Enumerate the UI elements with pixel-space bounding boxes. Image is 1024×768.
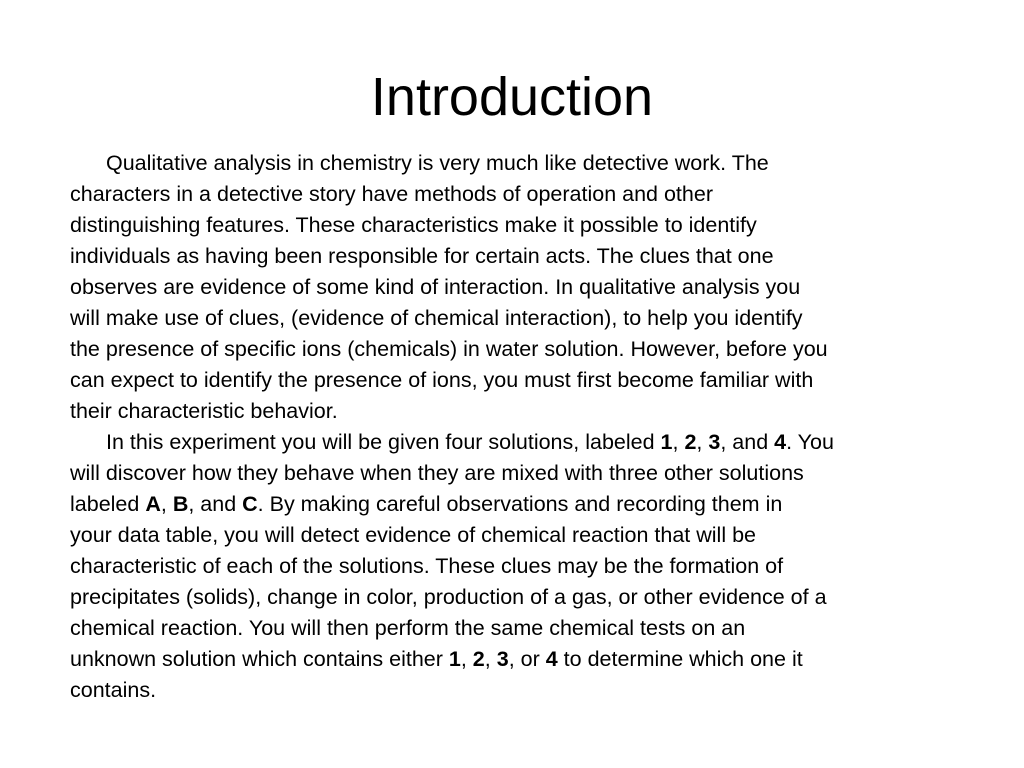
text-line — [70, 396, 990, 427]
text-line — [70, 303, 990, 334]
text-segment: , — [160, 492, 173, 516]
bold-label: 1 — [660, 430, 673, 454]
text-segment: , and — [720, 430, 775, 454]
text-line — [70, 675, 990, 706]
text-line — [70, 582, 990, 613]
text-line — [70, 489, 990, 520]
text-segment: , or — [508, 647, 546, 671]
text-segment: . You — [786, 430, 834, 454]
text-line — [70, 427, 990, 458]
text-line — [70, 334, 990, 365]
bold-label: 3 — [708, 430, 721, 454]
text-segment: labeled — [70, 492, 146, 516]
text-line — [70, 179, 990, 210]
text-segment: observes are evidence of some kind of interaction. In qualitative analysis you — [70, 275, 801, 299]
text-segment: their characteristic behavior. — [70, 399, 338, 423]
text-segment: , and — [188, 492, 243, 516]
text-line — [70, 551, 990, 582]
bold-label: 4 — [774, 430, 787, 454]
text-segment: the presence of specific ions (chemicals) in water solution. However, before you — [70, 337, 828, 361]
text-line — [70, 520, 990, 551]
text-line — [70, 458, 990, 489]
text-segment: will discover how they behave when they are mixed with three other solutions — [70, 461, 804, 485]
text-segment: precipitates (solids), change in color, production of a gas, or other evidence of a — [70, 585, 827, 609]
text-line — [70, 365, 990, 396]
bold-label: 1 — [448, 647, 461, 671]
bold-label: 4 — [545, 647, 558, 671]
text-segment: contains. — [70, 678, 157, 702]
text-segment: In this experiment you will be given four solutions, labeled — [106, 430, 661, 454]
bold-label: C — [242, 492, 258, 516]
bold-label: B — [172, 492, 189, 516]
bold-label: 2 — [472, 647, 485, 671]
text-segment: characteristic of each of the solutions. These clues may be the formation of — [70, 554, 784, 578]
bold-label: 2 — [684, 430, 697, 454]
text-segment: individuals as having been responsible for certain acts. The clues that one — [70, 244, 774, 268]
paragraph — [70, 148, 990, 427]
bold-label: 3 — [496, 647, 509, 671]
paragraph — [70, 427, 990, 706]
text-segment: , — [460, 647, 473, 671]
text-segment: , — [696, 430, 709, 454]
text-segment: will make use of clues, (evidence of chemical interaction), to help you identify — [70, 306, 803, 330]
text-segment: . By making careful observations and recording them in — [257, 492, 783, 516]
text-segment: distinguishing features. These characteristics make it possible to identify — [70, 213, 757, 237]
text-line — [70, 210, 990, 241]
text-segment: Qualitative analysis in chemistry is very much like detective work. The — [106, 151, 769, 175]
text-segment: to determine which one it — [557, 647, 803, 671]
text-segment: , — [484, 647, 497, 671]
text-line — [70, 613, 990, 644]
slide-body — [70, 148, 990, 706]
text-line — [70, 148, 990, 179]
text-segment: unknown solution which contains either — [70, 647, 449, 671]
text-line — [70, 241, 990, 272]
text-segment: can expect to identify the presence of ions, you must first become familiar with — [70, 368, 814, 392]
text-line — [70, 272, 990, 303]
text-line — [70, 644, 990, 675]
text-segment: characters in a detective story have methods of operation and other — [70, 182, 713, 206]
text-segment: , — [672, 430, 685, 454]
text-segment: your data table, you will detect evidence of chemical reaction that will be — [70, 523, 756, 547]
bold-label: A — [145, 492, 161, 516]
text-segment: chemical reaction. You will then perform the same chemical tests on an — [70, 616, 746, 640]
slide-title: Introduction — [370, 67, 654, 127]
